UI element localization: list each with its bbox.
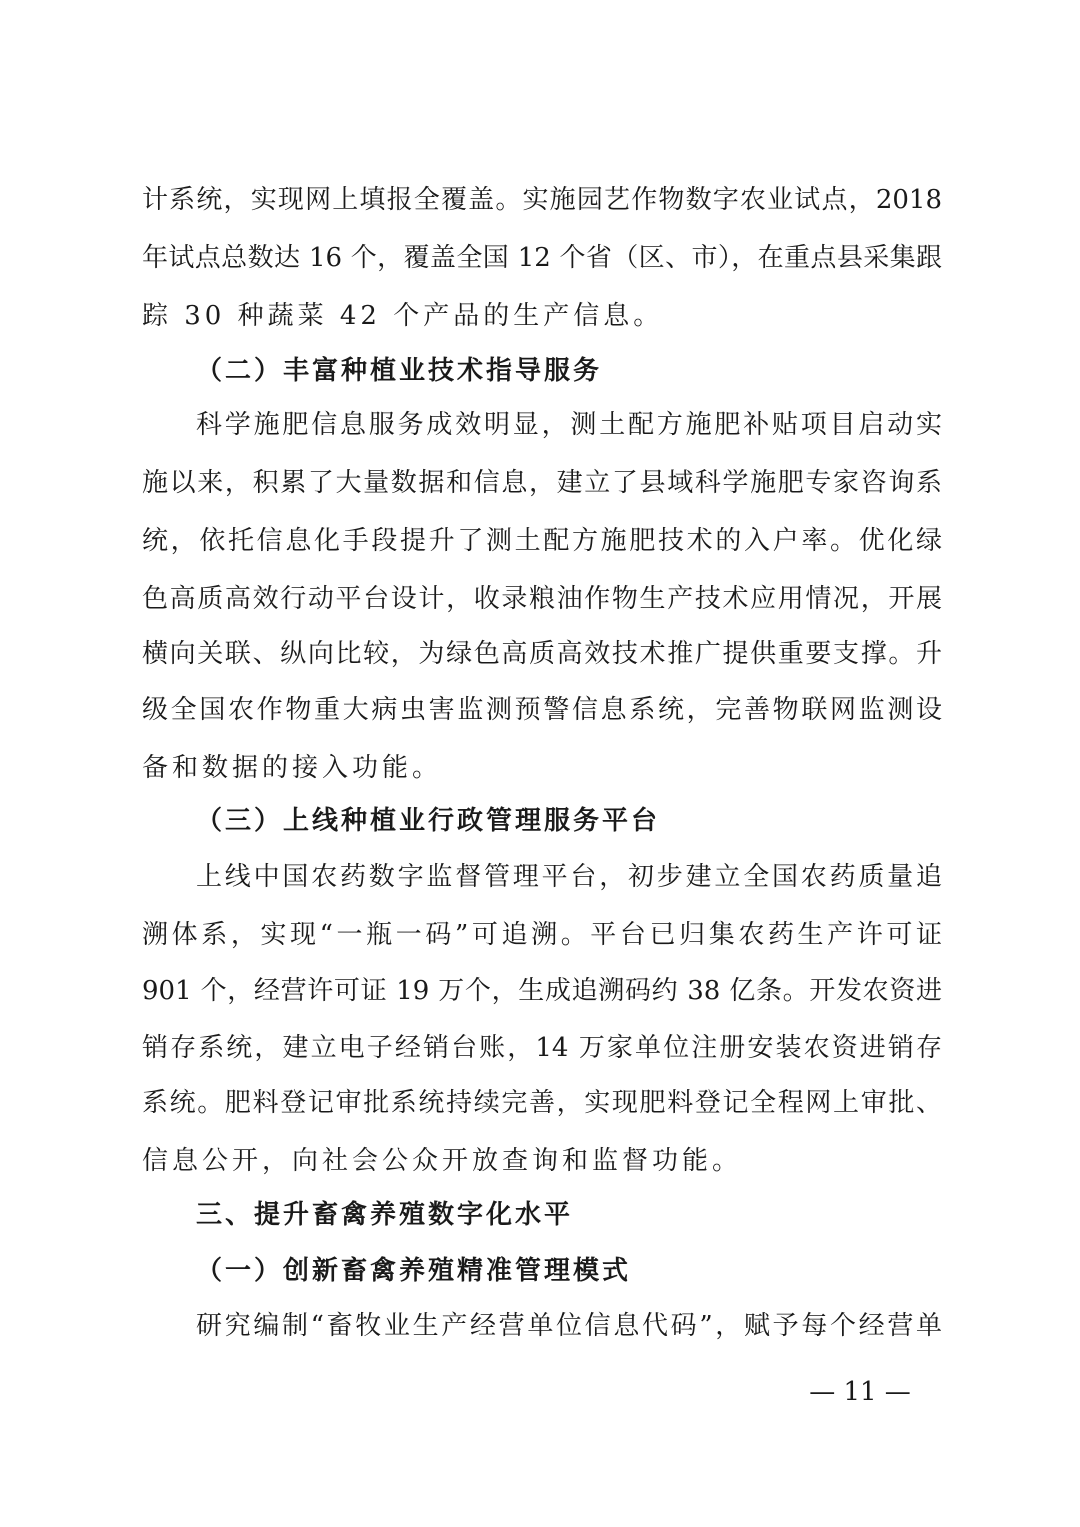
section-heading: （一）创新畜禽养殖精准管理模式 [196, 1256, 632, 1286]
text-line: 信息公开，向社会公众开放查询和监督功能。 [142, 1146, 743, 1176]
text-line: 横向关联、纵向比较，为绿色高质高效技术推广提供重要支撑。升 [142, 639, 942, 669]
page-number: — 11 — [809, 1377, 911, 1407]
section-heading: （二）丰富种植业技术指导服务 [196, 356, 603, 386]
text-line: 计系统，实现网上填报全覆盖。实施园艺作物数字农业试点，2018 [142, 185, 942, 215]
text-line: 年试点总数达 16 个，覆盖全国 12 个省（区、市），在重点县采集跟 [142, 243, 942, 273]
text-line: 901 个，经营许可证 19 万个，生成追溯码约 38 亿条。开发农资进 [142, 976, 942, 1006]
chapter-heading: 三、提升畜禽养殖数字化水平 [196, 1200, 574, 1230]
text-line: 研究编制“畜牧业生产经营单位信息代码”，赋予每个经营单 [196, 1311, 942, 1341]
text-line: 备和数据的接入功能。 [142, 753, 443, 783]
text-line: 系统。肥料登记审批系统持续完善，实现肥料登记全程网上审批、 [142, 1088, 942, 1118]
text-line: 踪 30 种蔬菜 42 个产品的生产信息。 [142, 301, 664, 331]
text-line: 色高质高效行动平台设计，收录粮油作物生产技术应用情况，开展 [142, 584, 942, 614]
text-line: 上线中国农药数字监督管理平台，初步建立全国农药质量追 [196, 862, 942, 892]
text-line: 级全国农作物重大病虫害监测预警信息系统，完善物联网监测设 [142, 695, 942, 725]
text-line: 统，依托信息化手段提升了测土配方施肥技术的入户率。优化绿 [142, 526, 942, 556]
text-line: 科学施肥信息服务成效明显，测土配方施肥补贴项目启动实 [196, 410, 942, 440]
section-heading: （三）上线种植业行政管理服务平台 [196, 806, 661, 836]
text-line: 施以来，积累了大量数据和信息，建立了县域科学施肥专家咨询系 [142, 468, 942, 498]
text-line: 溯体系，实现“一瓶一码”可追溯。平台已归集农药生产许可证 [142, 920, 942, 950]
text-line: 销存系统，建立电子经销台账，14 万家单位注册安装农资进销存 [142, 1033, 942, 1063]
